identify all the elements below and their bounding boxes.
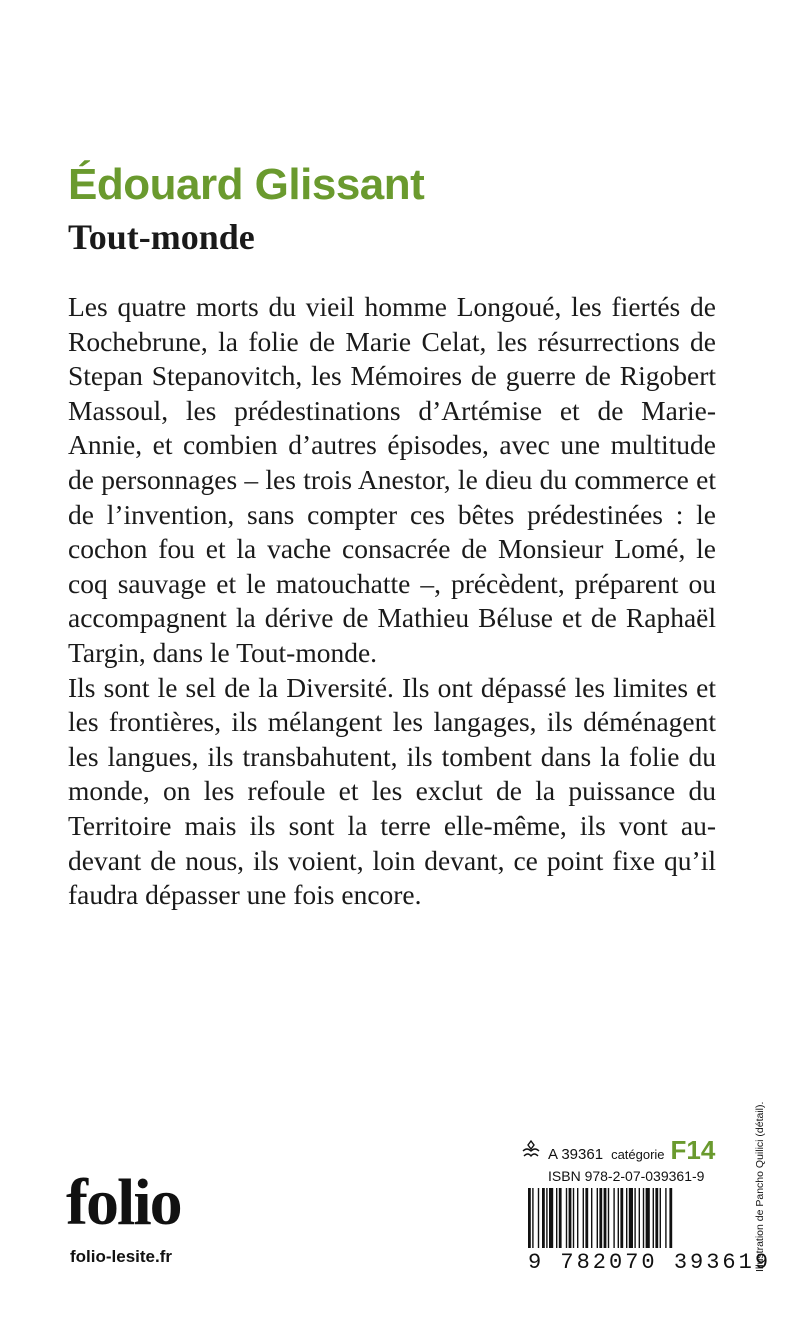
barcode-bar (528, 1188, 531, 1248)
book-title: Tout-monde (68, 217, 255, 257)
publisher-website: folio-lesite.fr (70, 1247, 173, 1266)
barcode-bar (556, 1188, 557, 1248)
barcode-bar (620, 1188, 623, 1248)
category-label: catégorie (611, 1147, 665, 1162)
barcode-bar (569, 1188, 572, 1248)
barcode-number: 9 782070 393619 (528, 1250, 772, 1275)
barcode-bar (585, 1188, 588, 1248)
barcode-bar (549, 1188, 553, 1248)
barcode-bar (608, 1188, 609, 1248)
barcode-bar (653, 1188, 654, 1248)
barcode-bar (655, 1188, 658, 1248)
barcode-bar (546, 1188, 547, 1248)
catalog-ref: A 39361 (548, 1146, 604, 1163)
gallimard-logo-icon (520, 1139, 542, 1159)
barcode-bar (559, 1188, 562, 1248)
isbn: ISBN 978-2-07-039361-9 (548, 1168, 705, 1184)
barcode-bar (669, 1188, 672, 1248)
author-name: Édouard Glissant (68, 160, 425, 209)
barcode-bar (566, 1188, 567, 1248)
barcode-bar (577, 1188, 578, 1248)
barcode-bar (665, 1188, 666, 1248)
barcode-bar (597, 1188, 598, 1248)
illustration-credit: Illustration de Pancho Quilici (détail). (754, 1101, 766, 1272)
barcode-bar (634, 1188, 635, 1248)
barcode-bar (591, 1188, 592, 1248)
barcode-bar (599, 1188, 602, 1248)
barcode-bar (573, 1188, 574, 1248)
catalog-line (520, 1135, 720, 1166)
barcode-bar (618, 1188, 619, 1248)
barcode-bar (626, 1188, 627, 1248)
barcode-bar (629, 1188, 633, 1248)
folio-logo: folio (66, 1166, 181, 1239)
summary (68, 290, 716, 913)
barcode-bar (613, 1188, 614, 1248)
barcode-bar (660, 1188, 661, 1248)
barcode-bar (643, 1188, 644, 1248)
summary-paragraph: Ils sont le sel de la Diversité. Ils ont dépassé les limites et les frontières, ils mélangent les langages, ils déménagent les langues, ils transbahutent, ils tombent dans la folie du monde, on les refoule et les exclut de la puissance du Territoire mais ils sont la terre elle-même, ils vont au-devant de nous, ils voient, loin devant, ce point fixe qu’il faudra dépasser une fois encore. (68, 671, 716, 911)
barcode-bar (538, 1188, 539, 1248)
category-code: F14 (670, 1135, 716, 1165)
barcode-bar (639, 1188, 640, 1248)
barcode-bar (646, 1188, 650, 1248)
barcode (528, 1188, 718, 1250)
barcode-bar (532, 1188, 533, 1248)
barcode-bar (542, 1188, 545, 1248)
summary-paragraph: Les quatre morts du vieil homme Longoué, les fiertés de Rochebrune, la folie de Marie Celat, les résurrections de Stepan Stepanovitch, les Mémoires de guerre de Rigobert Massoul, les prédestinations d’Artémise et de Marie-Annie, et combien d’autres épisodes, avec une multitude de personnages – les trois Anestor, le dieu du commerce et de l’invention, sans compter ces bêtes prédestinées : le cochon fou et la vache consacrée de Monsieur Lomé, le coq sauvage et le matouchatte –, précèdent, préparent ou accompagnent la dérive de Mathieu Béluse et de Raphaël Targin, dans le Tout-monde. (68, 291, 716, 668)
barcode-bar (604, 1188, 607, 1248)
barcode-bar (583, 1188, 584, 1248)
